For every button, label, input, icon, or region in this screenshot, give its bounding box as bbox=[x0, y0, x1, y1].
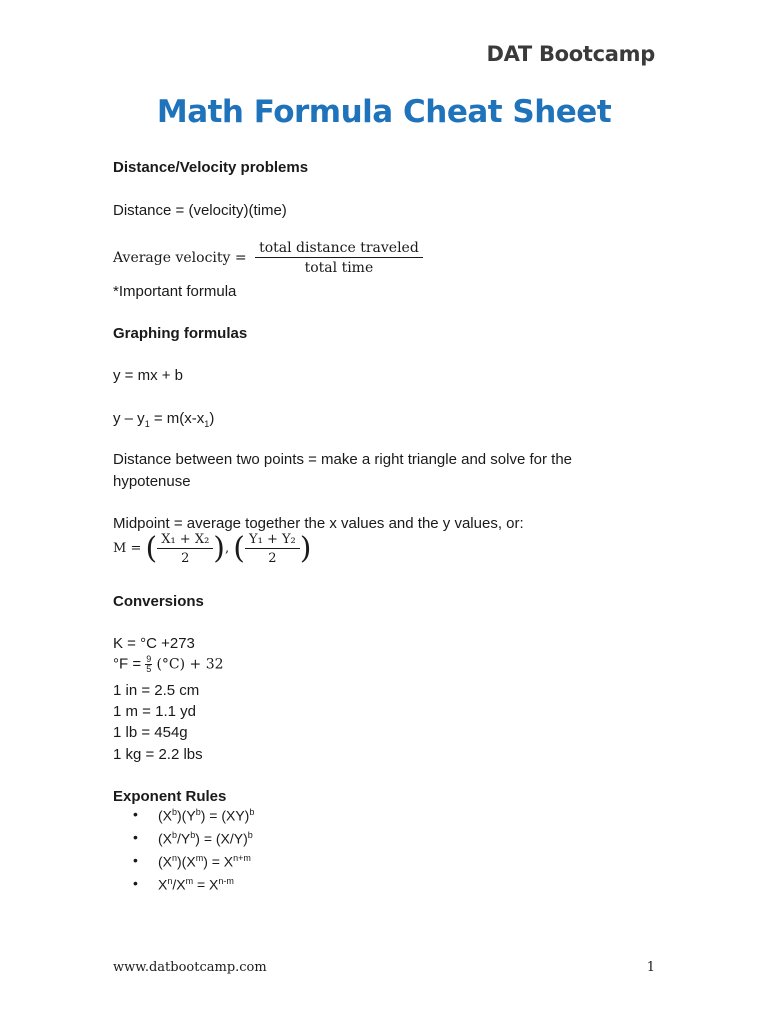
fahrenheit-denominator: 5 bbox=[146, 664, 152, 674]
distance-heading: Distance/Velocity problems bbox=[113, 159, 309, 176]
fahrenheit-numerator: 9 bbox=[146, 654, 152, 664]
midpoint-y-numerator: Y₁ + Y₂ bbox=[245, 532, 300, 549]
exponent-heading: Exponent Rules bbox=[113, 788, 227, 805]
point-slope-part-c: ) bbox=[209, 410, 215, 427]
midpoint-x-denominator: 2 bbox=[181, 550, 190, 566]
conversion-item: 1 m = 1.1 yd bbox=[113, 703, 196, 720]
bullet-icon: • bbox=[133, 806, 138, 822]
list-item: • $X^n/X^m = X^{n-m}$ bbox=[133, 875, 234, 893]
avg-velocity-denominator: total time bbox=[304, 260, 374, 276]
midpoint-fraction-x bbox=[157, 532, 213, 566]
average-velocity-formula bbox=[113, 240, 423, 276]
list-item: • $(X^n)(X^m) = X^{n+m}$ bbox=[133, 852, 251, 870]
page-title: Math Formula Cheat Sheet bbox=[156, 94, 612, 130]
conversions-heading: Conversions bbox=[113, 593, 204, 610]
graphing-heading: Graphing formulas bbox=[113, 325, 248, 342]
avg-velocity-label: Average velocity = bbox=[113, 250, 247, 266]
point-slope-part-a: y – y bbox=[113, 410, 145, 427]
conversion-item: 1 lb = 454g bbox=[113, 724, 188, 741]
point-slope-sub1: 1 bbox=[144, 419, 150, 429]
footer-url: www.datbootcamp.com bbox=[113, 960, 267, 975]
right-paren: ) bbox=[299, 531, 312, 566]
point-slope-sub2: 1 bbox=[204, 419, 210, 429]
avg-velocity-fraction bbox=[255, 240, 423, 276]
point-slope-part-b: = m(x-x bbox=[149, 410, 205, 427]
left-paren: ( bbox=[233, 531, 246, 566]
bullet-icon: • bbox=[133, 829, 138, 845]
left-paren: ( bbox=[145, 531, 158, 566]
midpoint-fraction-y bbox=[245, 532, 300, 566]
midpoint-formula bbox=[113, 531, 311, 566]
fahrenheit-label: °F = bbox=[113, 655, 142, 673]
fahrenheit-conversion bbox=[113, 655, 224, 674]
slope-intercept-formula: y = mx + b bbox=[113, 367, 184, 384]
brand-logo-text: DAT Bootcamp bbox=[486, 42, 655, 66]
exponent-rules-list bbox=[113, 807, 254, 899]
important-note: *Important formula bbox=[113, 283, 237, 300]
midpoint-label: M = bbox=[113, 541, 142, 556]
bullet-icon: • bbox=[133, 852, 138, 868]
conversion-item: 1 in = 2.5 cm bbox=[113, 682, 200, 699]
distance-between-points-line1: Distance between two points = make a right triangle and solve for the bbox=[113, 451, 573, 468]
avg-velocity-numerator: total distance traveled bbox=[255, 240, 423, 258]
midpoint-x-numerator: X₁ + X₂ bbox=[157, 532, 213, 549]
fahrenheit-fraction bbox=[145, 655, 152, 674]
distance-between-points-line2: hypotenuse bbox=[113, 473, 191, 490]
right-paren: ) bbox=[213, 531, 226, 566]
page-number: 1 bbox=[646, 960, 655, 975]
kelvin-conversion: K = °C +273 bbox=[113, 635, 195, 652]
fahrenheit-rest: (°C) + 32 bbox=[156, 656, 224, 673]
midpoint-comma: , bbox=[225, 541, 230, 556]
midpoint-y-denominator: 2 bbox=[268, 550, 277, 566]
bullet-icon: • bbox=[133, 875, 138, 891]
point-slope-formula bbox=[113, 410, 214, 429]
list-item: • $(X^b)(Y^b) = (XY)^b$ bbox=[133, 806, 255, 824]
midpoint-text: Midpoint = average together the x values and the y values, or: bbox=[113, 515, 524, 532]
list-item: • $(X^b/Y^b) = (X/Y)^b$ bbox=[133, 829, 253, 847]
conversion-item: 1 kg = 2.2 lbs bbox=[113, 746, 203, 763]
distance-formula: Distance = (velocity)(time) bbox=[113, 202, 287, 219]
